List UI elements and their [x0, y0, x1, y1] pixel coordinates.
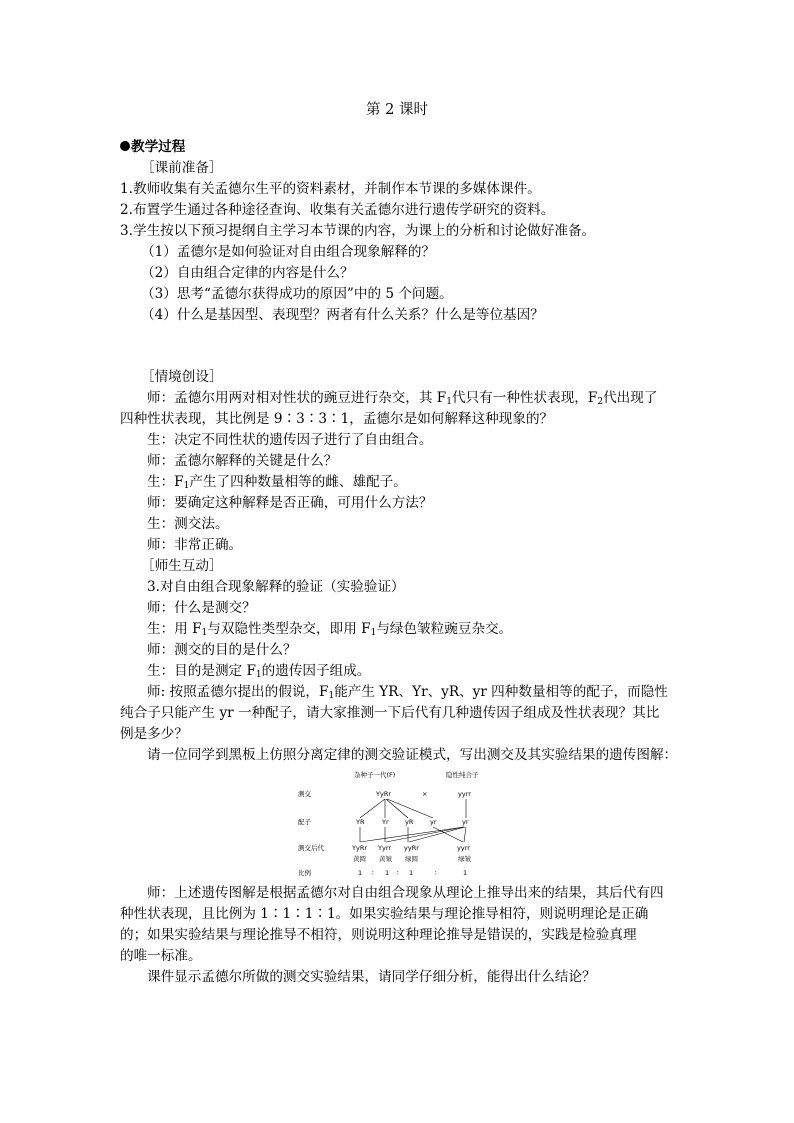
- diagram-parent-right: yyrr: [458, 790, 471, 798]
- subscript: 1: [255, 670, 262, 680]
- offspring-genotype: Yyrr: [378, 844, 392, 852]
- text-run: 与绿色皱粒豌豆杂交。: [376, 621, 513, 637]
- diagram-parent-left: YyRr: [376, 790, 392, 798]
- prep-question-1: （1）孟德尔是如何验证对自由组合现象解释的？: [141, 244, 436, 260]
- section-heading-text: 教学过程: [131, 139, 186, 155]
- conclusion-line-5: 课件显示孟德尔所做的测交实验结果，请同学仔细分析，能得出什么结论？: [147, 969, 596, 985]
- prep-label: ［课前准备］: [141, 160, 223, 176]
- subscript: 1: [328, 691, 335, 701]
- text-run: 生：目的是测定 F: [147, 663, 256, 679]
- diagram-row-ratio: 比例: [298, 869, 311, 877]
- text-run: 能产生 YR、Yr、yR、yr 四种数量相等的配子，而隐性: [334, 684, 668, 700]
- conclusion-line-3: 的；如果实验结果与理论推导不相符，则说明这种理论推导是错误的，实践是检验真理: [120, 927, 637, 943]
- ratio-separator: ∶: [435, 869, 437, 877]
- conclusion-line-4: 的唯一标准。: [120, 948, 202, 964]
- prep-item-1: 1.教师收集有关孟德尔生平的资料素材，并制作本节课的多媒体课件。: [120, 181, 541, 197]
- page-title: 第 2 课时: [366, 102, 428, 118]
- interaction-line-1: 3.对自由组合现象解释的验证（实验验证）: [147, 579, 405, 595]
- ratio-value: 1: [463, 869, 468, 877]
- text-run: 代出现了: [603, 390, 658, 406]
- offspring-genotype: yyrr: [457, 844, 470, 852]
- offspring-phenotype: 绿圆: [405, 855, 418, 863]
- interaction-line-8: 例是多少？: [120, 726, 188, 742]
- gamete: yr: [462, 818, 469, 826]
- section-heading: [120, 137, 680, 158]
- conclusion-line-1: 师：上述遗传图解是根据孟德尔对自由组合现象从理论上推导出来的结果，其后代有四: [147, 885, 664, 901]
- gamete-lines: [360, 827, 466, 842]
- text-run: 的遗传因子组成。: [261, 663, 371, 679]
- scenario-line-8: 师：非常正确。: [147, 537, 243, 553]
- interaction-label: ［师生互动］: [141, 558, 223, 574]
- scenario-line-7: 生：测交法。: [147, 516, 229, 532]
- scenario-line-2: 四种性状表现，其比例是 9∶3∶3∶1，孟德尔是如何解释这种现象的？: [120, 411, 554, 427]
- offspring-phenotype: 黄皱: [379, 855, 392, 863]
- text-run: 与双隐性类型杂交，即用 F: [207, 621, 371, 637]
- prep-question-2: （2）自由组合定律的内容是什么？: [141, 265, 354, 281]
- diagram-row-offspring: 测交后代: [298, 844, 324, 852]
- interaction-line-9: 请一位同学到黑板上仿照分离定律的测交验证模式，写出测交及其实验结果的遗传图解：: [147, 747, 678, 763]
- diagram-cross-sign: ×: [422, 790, 428, 798]
- offspring-genotype: yyRr: [404, 844, 419, 852]
- prep-item-2: 2.布置学生通过各种途径查询、收集有关孟德尔进行遗传学研究的资料。: [120, 202, 555, 218]
- text-run: 师：孟德尔用两对相对性状的豌豆进行杂交，其 F: [147, 390, 447, 406]
- scenario-line-6: 师：要确定这种解释是否正确，可用什么方法？: [147, 495, 433, 511]
- scenario-line-5: [147, 472, 707, 493]
- prep-question-4: （4）什么是基因型、表现型？两者有什么关系？什么是等位基因？: [141, 307, 544, 323]
- scenario-line-4: 师：孟德尔解释的关键是什么？: [147, 453, 338, 469]
- gamete: Yr: [382, 818, 389, 826]
- text-run: 代只有一种性状表现，F: [451, 390, 598, 406]
- test-cross-diagram: [294, 768, 504, 880]
- ratio-value: 1: [358, 869, 363, 877]
- gamete: yr: [430, 818, 437, 826]
- interaction-line-7: 纯合子只能产生 yr 一种配子，请大家推测一下后代有几种遗传因子组成及性状表现？其比: [120, 705, 660, 721]
- gamete: YR: [356, 818, 365, 826]
- text-run: 生：用 F: [147, 621, 202, 637]
- ratio-separator: ∶: [397, 869, 399, 877]
- diagram-header-right: 隐性纯合子: [446, 771, 479, 779]
- diagram-row-gamete: 配子: [298, 818, 311, 826]
- scenario-label: ［情境创设］: [141, 369, 223, 385]
- interaction-line-4: 师：测交的目的是什么？: [147, 642, 297, 658]
- interaction-line-2: 师：什么是测交？: [147, 600, 256, 616]
- diagram-header-left: 杂种子一代(F): [354, 771, 396, 779]
- text-run: 生：F: [147, 474, 184, 490]
- ratio-value: 1: [409, 869, 414, 877]
- text-run: 师: 按照孟德尔提出的假说，F: [147, 684, 329, 700]
- interaction-line-3: [147, 619, 707, 640]
- subscript: 1: [201, 628, 208, 638]
- diagram-row-cross: 测交: [298, 790, 311, 798]
- text-run: 产生了四种数量相等的雌、雄配子。: [189, 474, 407, 490]
- subscript: 1: [183, 481, 190, 491]
- prep-item-3: 3.学生按以下预习提纲自主学习本节课的内容，为课上的分析和讨论做好准备。: [120, 223, 596, 239]
- interaction-line-6: [147, 682, 707, 703]
- prep-question-3: （3）思考“孟德尔获得成功的原因”中的 5 个问题。: [141, 286, 453, 302]
- interaction-line-5: [147, 661, 707, 682]
- conclusion-line-2: 种性状表现，且比例为 1∶1∶1∶1。如果实验结果与理论推导相符，则说明理论是正确: [120, 906, 649, 922]
- ratio-separator: ∶: [372, 869, 374, 877]
- subscript: 2: [597, 397, 604, 407]
- offspring-phenotype: 绿皱: [458, 855, 471, 863]
- offspring-genotype: YyRr: [352, 844, 368, 852]
- subscript: 1: [446, 397, 452, 407]
- subscript: 1: [370, 628, 377, 638]
- parent-arrows: [360, 799, 466, 818]
- scenario-line-3: 生：决定不同性状的遗传因子进行了自由组合。: [147, 432, 433, 448]
- offspring-phenotype: 黄圆: [353, 855, 366, 863]
- ratio-value: 1: [385, 869, 390, 877]
- scenario-line-1: [147, 388, 707, 409]
- bullet-icon: [120, 141, 130, 151]
- gamete: yR: [405, 818, 414, 826]
